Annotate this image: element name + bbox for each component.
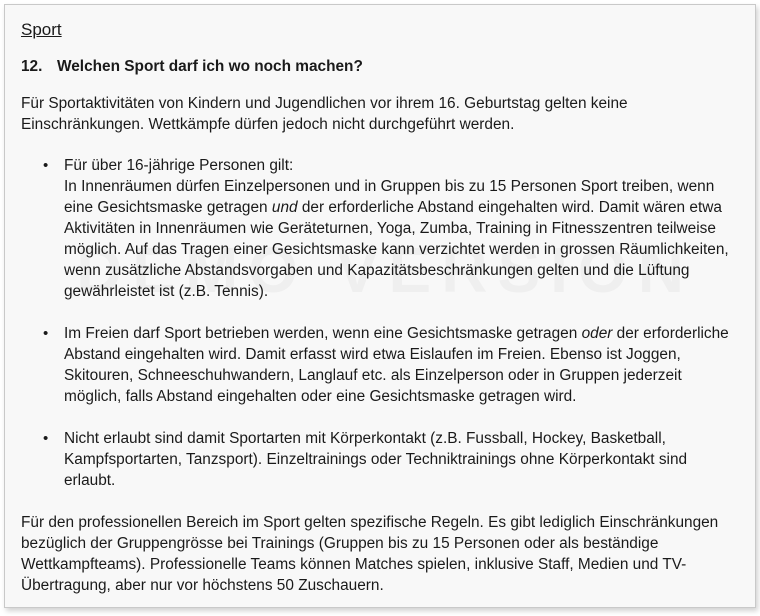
bullet-icon: • — [43, 157, 49, 174]
bullet-text-before: Im Freien darf Sport betrieben werden, wenn eine Gesichtsmaske getragen — [64, 325, 582, 342]
document-page — [4, 4, 756, 608]
bullet-text-after: der erforderliche Abstand eingehalten wird. Damit wären etwa Aktivitäten in Innenräumen wie Geräteturnen, Yoga, Zumba, Training in Fitnesszentren teilweise möglich. Auf das Tragen einer Gesichtsmaske kann verzichtet werden in grossen Räumlichkeiten, wenn zusätzliche Abstandsvorgaben und Kapazitätsbeschränkungen gelten und die Lüftung gewährleistet ist (z.B. Tennis). — [64, 199, 729, 300]
bullet-icon: • — [43, 430, 49, 447]
list-item — [21, 428, 739, 491]
closing-paragraph: Für den professionellen Bereich im Sport gelten spezifische Regeln. Es gibt lediglich Einschränkungen bezüglich der Gruppengrösse bei Trainings (Gruppen bis zu 15 Personen oder als beständige Wettkampfteams). Professionelle Teams können Matches spielen, inklusive Staff, Medien und TV-Übertragung, aber nur vor höchstens 50 Zuschauern. — [21, 514, 719, 594]
bullet-text: Nicht erlaubt sind damit Sportarten mit Körperkontakt (z.B. Fussball, Hockey, Basketball, Kampfsportarten, Tanzsport). Einzeltrainings oder Techniktrainings ohne Körperkontakt sind erlaubt. — [64, 430, 688, 489]
bullet-text-before: In Innenräumen dürfen Einzelpersonen und in Gruppen bis zu 15 Personen Sport treiben, wenn eine Gesichtsmaske getragen — [64, 178, 715, 216]
bullet-list — [21, 155, 739, 491]
bullet-emphasis: oder — [581, 325, 613, 342]
bullet-text — [64, 155, 739, 302]
list-item — [21, 323, 739, 407]
list-item — [21, 155, 739, 302]
bullet-emphasis: und — [271, 199, 298, 216]
intro-paragraph: Für Sportaktivitäten von Kindern und Jugendlichen vor ihrem 16. Geburtstag gelten keine Einschränkungen. Wettkämpfe dürfen jedoch nicht durchgeführt werden. — [21, 95, 628, 133]
bullet-text — [64, 323, 739, 407]
question-heading — [21, 56, 739, 77]
question-number: 12. — [21, 58, 43, 75]
bullet-icon: • — [43, 325, 49, 342]
question-title: Welchen Sport darf ich wo noch machen? — [57, 58, 363, 75]
bullet-text-after: der erforderliche Abstand eingehalten wird. Damit erfasst wird etwa Eislaufen im Freien. Ebenso ist Joggen, Skitouren, Schneeschuhwandern, Langlauf etc. als Einzelperson oder in Gruppen jederzeit möglich, falls Abstand eingehalten oder eine Gesichtsmaske getragen wird. — [64, 325, 729, 405]
bullet-lead: Für über 16-jährige Personen gilt: — [64, 157, 294, 174]
section-title: Sport — [21, 20, 62, 39]
